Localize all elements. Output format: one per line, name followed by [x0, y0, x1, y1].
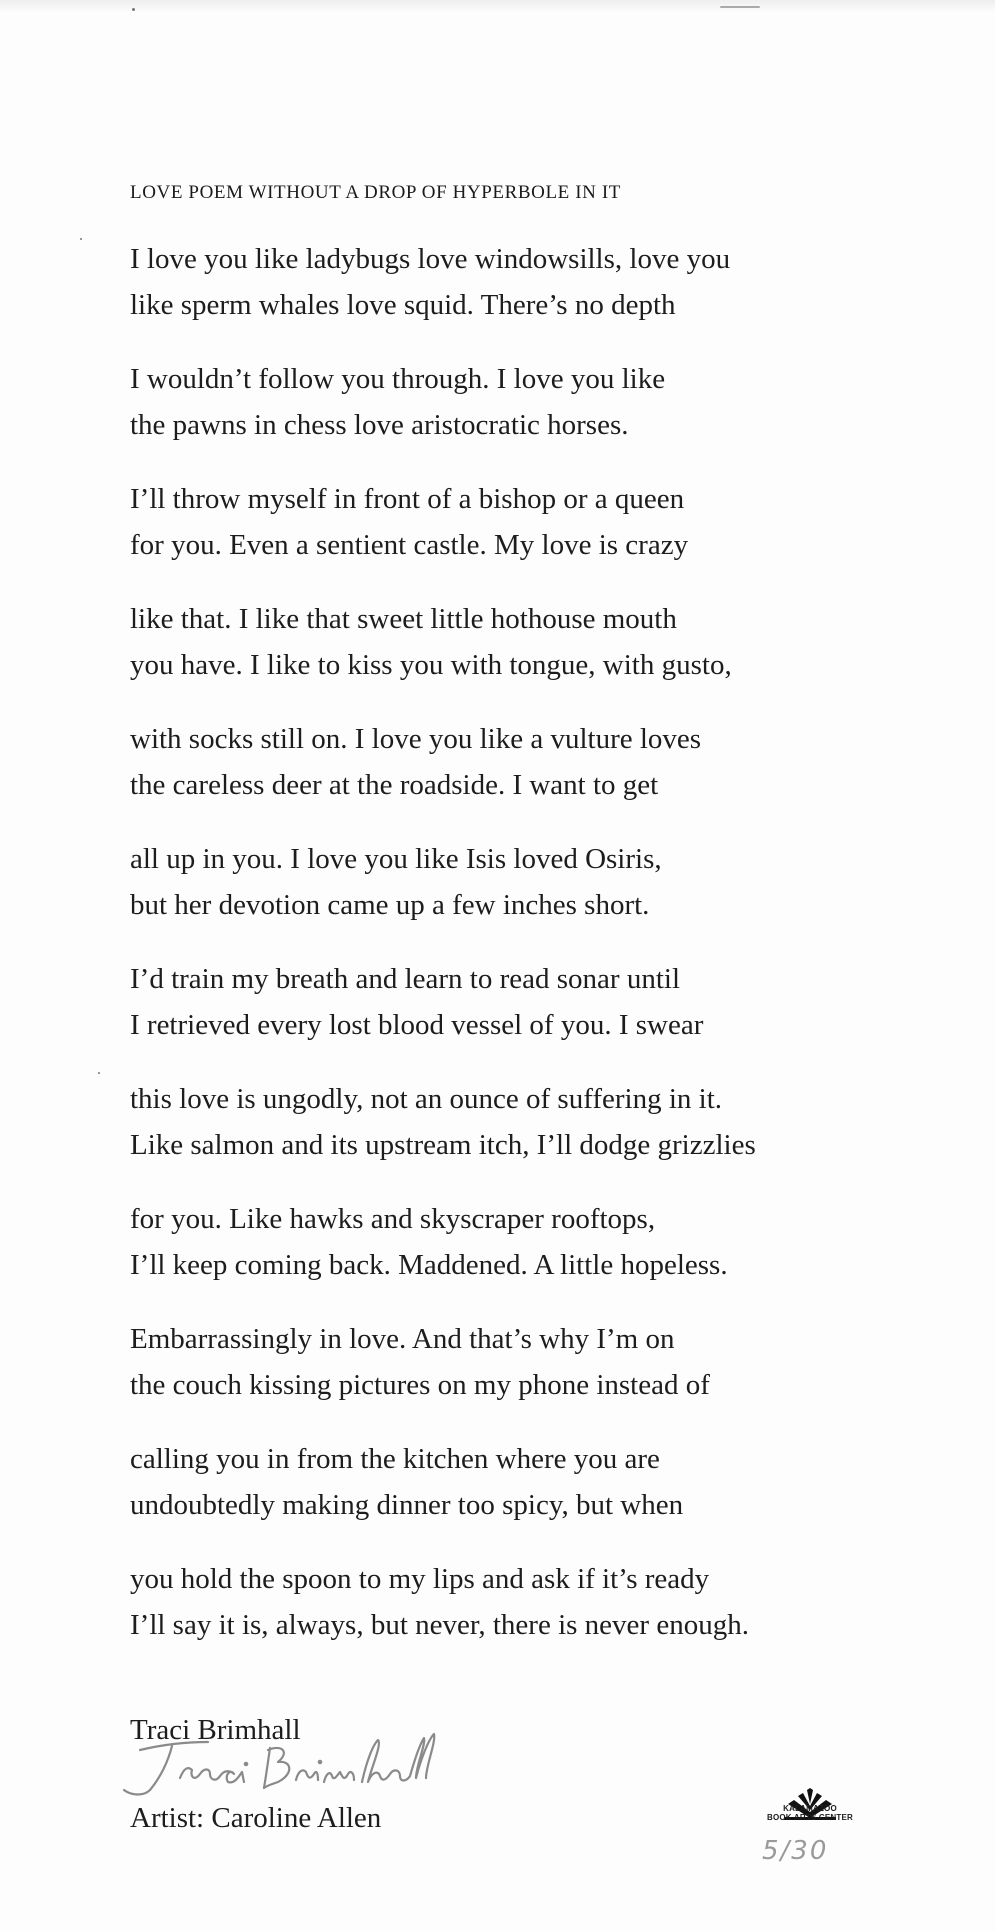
poem-line: you hold the spoon to my lips and ask if it’s ready — [130, 1563, 710, 1595]
stanza — [130, 1556, 910, 1676]
poem-line: I’ll keep coming back. Maddened. A little hopeless. — [130, 1249, 728, 1281]
poem-line: with socks still on. I love you like a vulture loves — [130, 723, 702, 755]
stanza — [130, 716, 910, 836]
publisher-name-line: KALAMAZOO — [783, 1804, 837, 1813]
poem-line: Embarrassingly in love. And that’s why I’m on — [130, 1323, 675, 1355]
stanza — [130, 236, 910, 356]
poem-title: LOVE POEM WITHOUT A DROP OF HYPERBOLE IN IT — [130, 182, 621, 203]
poem-line: but her devotion came up a few inches short. — [130, 889, 650, 921]
stanza — [130, 1076, 910, 1196]
paper-speck — [80, 238, 82, 240]
stanza — [130, 356, 910, 476]
poem-line: I retrieved every lost blood vessel of you. I swear — [130, 1009, 704, 1041]
poem-line: calling you in from the kitchen where you are — [130, 1443, 660, 1475]
poem-line: I’ll say it is, always, but never, there is never enough. — [130, 1609, 749, 1641]
poem-line: the careless deer at the roadside. I want to get — [130, 769, 659, 801]
poem-line: for you. Like hawks and skyscraper rooftops, — [130, 1203, 656, 1235]
poem-body — [130, 236, 910, 1676]
poem-line: the pawns in chess love aristocratic horses. — [130, 409, 629, 441]
publisher-name — [740, 1804, 880, 1822]
paper-speck — [720, 6, 760, 8]
stanza — [130, 956, 910, 1076]
edition-number: 5/30 — [762, 1836, 829, 1866]
author-name: Traci Brimhall — [130, 1714, 301, 1746]
stanza — [130, 836, 910, 956]
artist-credit: Artist: Caroline Allen — [130, 1802, 382, 1834]
poem-line: Like salmon and its upstream itch, I’ll dodge grizzlies — [130, 1129, 756, 1161]
poem-line: like sperm whales love squid. There’s no depth — [130, 289, 676, 321]
publisher-name-line: BOOK ARTS CENTER — [766, 1813, 854, 1822]
poem-line: I’d train my breath and learn to read sonar until — [130, 963, 680, 995]
poem-line: I love you like ladybugs love windowsills, love you — [130, 243, 731, 275]
poem-line: you have. I like to kiss you with tongue, with gusto, — [130, 649, 732, 681]
paper-speck — [132, 8, 135, 11]
author-signature — [110, 1716, 440, 1806]
stanza — [130, 596, 910, 716]
poem-line: the couch kissing pictures on my phone instead of — [130, 1369, 710, 1401]
poem-line: like that. I like that sweet little hothouse mouth — [130, 603, 677, 635]
poem-line: undoubtedly making dinner too spicy, but when — [130, 1489, 684, 1521]
poem-line: all up in you. I love you like Isis loved Osiris, — [130, 843, 662, 875]
stanza — [130, 476, 910, 596]
poem-line: I’ll throw myself in front of a bishop or a queen — [130, 483, 685, 515]
stanza — [130, 1196, 910, 1316]
poem-line: this love is ungodly, not an ounce of suffering in it. — [130, 1083, 723, 1115]
poem-line: for you. Even a sentient castle. My love is crazy — [130, 529, 689, 561]
paper-speck — [98, 1072, 100, 1074]
paper-top-edge — [0, 0, 995, 14]
stanza — [130, 1436, 910, 1556]
poem-line: I wouldn’t follow you through. I love you like — [130, 363, 666, 395]
stanza — [130, 1316, 910, 1436]
